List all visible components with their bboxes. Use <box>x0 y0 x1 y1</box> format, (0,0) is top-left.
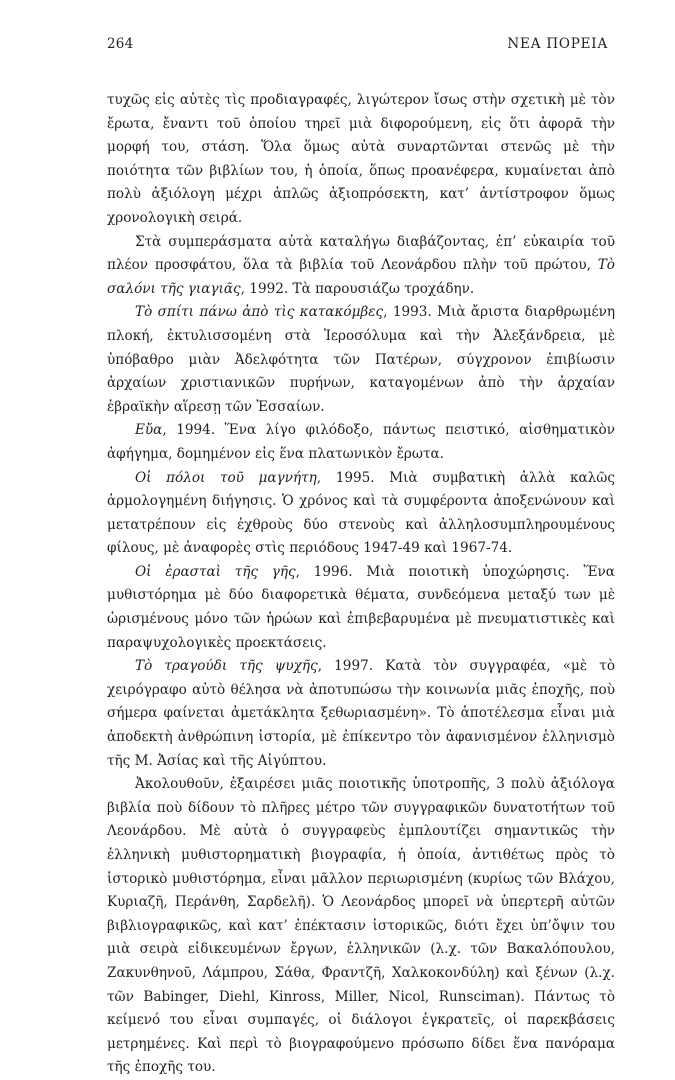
running-title: ΝΕΑ ΠΟΡΕΙΑ <box>507 36 608 52</box>
book-title: Τὸ τραγούδι τῆς ψυχῆς <box>135 658 318 675</box>
paragraph <box>107 231 615 302</box>
paragraph <box>107 655 615 773</box>
paragraph <box>107 419 615 466</box>
paragraph <box>107 301 615 419</box>
text-run: , 1997. Κατὰ τὸν συγγραφέα, «μὲ τὸ χειρόγραφο αὐτὸ θέλησα νὰ ἀποτυπώσω τὴν κοινωνία μιᾶς ἐποχῆς, ποὺ σήμερα φαίνεται ἀμετάκλητα ξεθωριασμένη». Τὸ ἀποτέλεσμα εἶναι μιὰ ἀποδεκτὴ ἀνθρώπινη ἱστορία, μὲ ἐπίκεντρο τὸν ἀφανισμένον ἑλληνισμὸ τῆς Μ. Ἀσίας καὶ τῆς Αἰγύπτου. <box>107 658 615 769</box>
paragraph <box>107 467 615 561</box>
book-title: Οἱ πόλοι τοῦ μαγνήτη <box>135 469 317 486</box>
text-run: , 1993. Μιὰ ἄριστα διαρθρωμένη πλοκή, ἐκτυλισσομένη στὰ Ἱεροσόλυμα καὶ τὴν Ἀλεξάνδρεια, μὲ ὑπόβαθρο μιὰν Ἀδελφότητα τῶν Πατέρων, σύγχρονον ἐπιβίωσιν ἀρχαίων χριστιανικῶν πυρήνων, καταγομένων ἀπὸ τὴν ἀρχαίαν ἑβραϊκὴν αἵρεσῃ τῶν Ἐσσαίων. <box>107 304 615 415</box>
book-title: Τὸ σπίτι πάνω ἀπὸ τὶς κατακόμβες <box>135 304 384 321</box>
body-text <box>107 89 615 1080</box>
book-title: Οἱ ἐρασταὶ τῆς γῆς <box>135 563 296 580</box>
text-run: Ἀκολουθοῦν, ἐξαιρέσει μιᾶς ποιοτικῆς ὑποτροπῆς, 3 πολὺ ἀξιόλογα βιβλία ποὺ δίδουν τὸ πλῆρες μέτρο τῶν συγγραφικῶν δυνατοτήτων τοῦ Λεονάρδου. Μὲ αὐτὰ ὁ συγγραφεὺς ἐμπλουτίζει σημαντικῶς τὴν ἑλληνικὴ μυθιστορηματικὴ βιογραφία, ἡ ὁποία, ἀντιθέτως πρὸς τὸ ἱστορικὸ μυθιστόρημα, εἶναι μᾶλλον περιωρισμένη (κυρίως τῶν Βλάχου, Κυριαζῆ, Περάνθη, Σαρδελῆ). Ὁ Λεονάρδος μπορεῖ νὰ ὑπερτερῆ αὐτῶν βιβλιογραφικῶς, καὶ κατ’ ἐπέκτασιν ἱστορικῶς, διότι ἔχει ὑπ’ὄψιν του μιὰ σειρὰ εἰδικευμένων ἔργων, ἑλληνικῶν (λ.χ. τῶν Βακαλόπουλου, Ζακυνθηνοῦ, Λάμπρου, Σάθα, Φραντζῆ, Χαλκοκονδύλη) καὶ ξένων (λ.χ. τῶν Babinger, Diehl, Kinross, Miller, Nicol, Runsciman). Πάντως τὸ κείμενό του εἶναι συμπαγές, οἱ διάλογοι ἐγκρατεῖς, οἱ παρεκβάσεις μετρημένες. Καὶ περὶ τὸ βιογραφούμενο πρόσωπο δίδει ἕνα πανόραμα τῆς ἐποχῆς του. <box>107 776 615 1076</box>
text-run: , 1992. Τὰ παρουσιάζω τροχάδην. <box>240 280 475 297</box>
paragraph <box>107 89 615 231</box>
text-run: τυχῶς εἰς αὐτὲς τὶς προδιαγραφές, λιγώτερον ἴσως στὴν σχετικὴ μὲ τὸν ἔρωτα, ἔναντι τοῦ ὁποίου τηρεῖ μιὰ διφορούμενη, εἰς ὅτι ἀφορᾶ τὴν μορφή του, στάση. Ὅλα ὅμως αὐτὰ συναρτῶνται στενῶς μὲ τὴν ποιότητα τῶν βιβλίων του, ἡ ὁποία, ὅπως προανέφερα, κυμαίνεται ἀπὸ πολὺ ἀξιόλογη μέχρι ἁπλῶς ἀξιοπρόσεκτη, κατ’ ἀντίστροφον ὅμως χρονολογικὴ σειρά. <box>107 92 615 226</box>
text-run: Στὰ συμπεράσματα αὐτὰ καταλήγω διαβάζοντας, ἐπ’ εὐκαιρία τοῦ πλέον προσφάτου, ὅλα τὰ βιβλία τοῦ Λεονάρδου πλὴν τοῦ πρώτου, <box>107 233 615 274</box>
text-run: , 1995. Μιὰ συμβατικὴ ἀλλὰ καλῶς ἁρμολογημένη διήγησις. Ὁ χρόνος καὶ τὰ συμφέροντα ἀποξενώνουν καὶ μετατρέπουν εἰς ἐχθροὺς δύο στενοὺς καὶ ἀλληλοσυμπληρουμένους φίλους, μὲ ἀναφορὲς στὶς περιόδους 1947-49 καὶ 1967-74. <box>107 469 615 557</box>
paragraph <box>107 773 615 1080</box>
paragraph <box>107 561 615 655</box>
book-title: Εὔα <box>135 422 163 439</box>
page-number: 264 <box>107 36 134 52</box>
text-run: , 1994. Ἕνα λίγο φιλόδοξο, πάντως πειστικό, αἰσθηματικὸν ἀφήγημα, δομημένον εἰς ἕνα πλατωνικὸν ἔρωτα. <box>107 422 615 462</box>
text-run: , 1996. Μιὰ ποιοτικὴ ὑποχώρησις. Ἕνα μυθιστόρημα μὲ δύο διαφορετικὰ θέματα, συνδεόμενα μεταξύ των μὲ ὡρισμένους μόνο τῶν ἡρώων καὶ ἐπιβεβαρυμένα μὲ πνευματιστικὲς καὶ παραψυχολογικὲς προεκτάσεις. <box>107 563 615 651</box>
page-header <box>107 36 608 58</box>
book-title: Τὸ σαλόνι τῆς γιαγιᾶς <box>107 257 615 297</box>
